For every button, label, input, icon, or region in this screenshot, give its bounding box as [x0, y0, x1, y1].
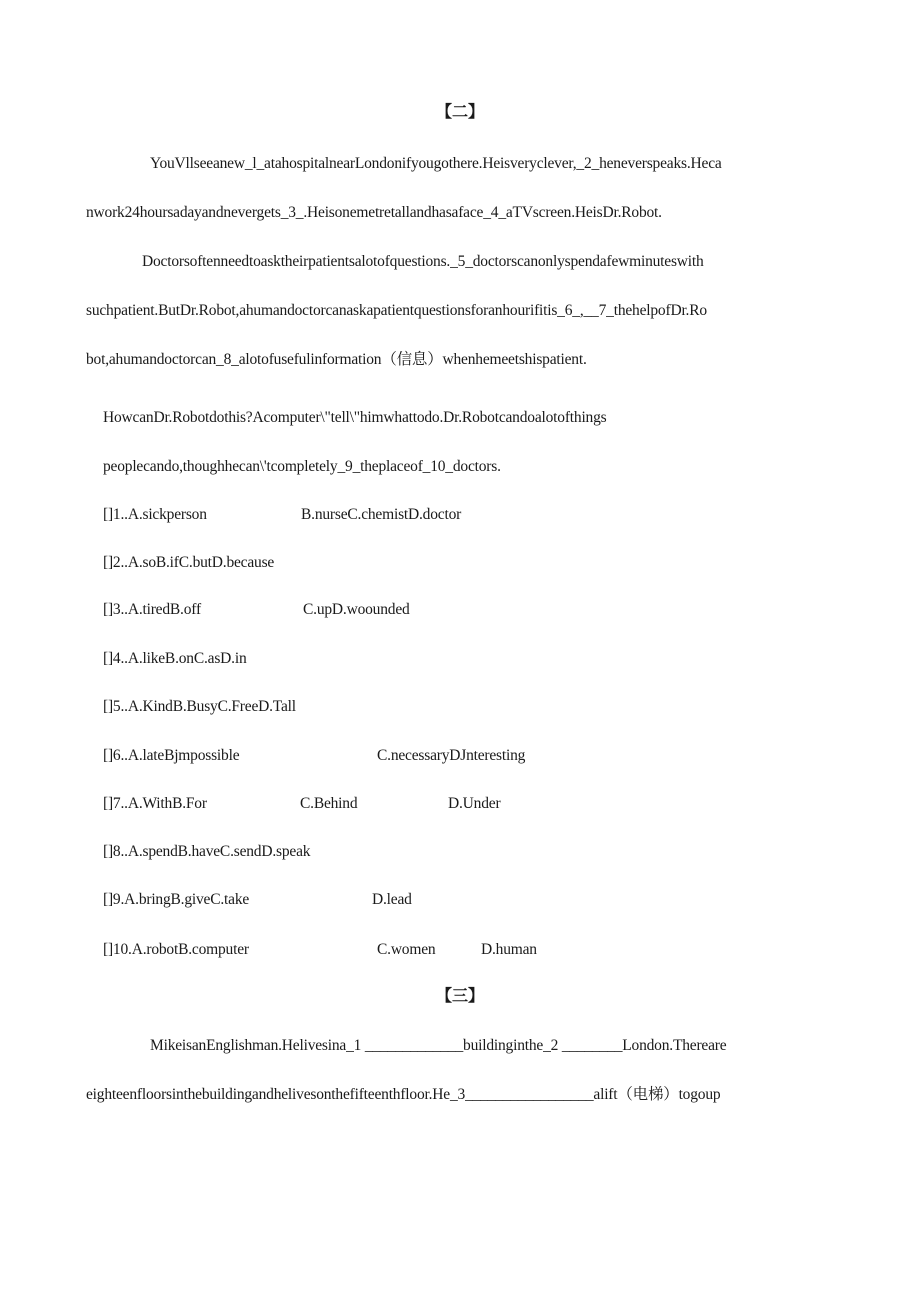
passage-line: nwork24hoursadayandnevergets_3_.Heisonemetretallandhasaface_4_aTVscreen.HeisDr.Robot. — [86, 204, 662, 221]
question-options: B.nurseC.chemistD.doctor — [301, 506, 462, 523]
question-text: []9.A.bringB.giveC.take — [103, 891, 250, 908]
passage-line: MikeisanEnglishman.Helivesina_1 _____________buildinginthe_2 ________London.Thereare — [150, 1037, 727, 1054]
question-text: []7..A.WithB.For — [103, 795, 207, 812]
passage-line: YouVllseeanew_l_atahospitalnearLondonifyougothere.Heisveryclever,_2_heneverspeaks.Heca — [150, 155, 722, 172]
question-text: []2..A.soB.ifC.butD.because — [103, 554, 275, 571]
section-3-heading: 【三】 — [435, 988, 484, 1005]
question-options: C.Behind — [300, 795, 358, 812]
section-2-heading: 【二】 — [435, 104, 484, 121]
passage-line: Doctorsoftenneedtoasktheirpatientsalotofquestions._5_doctorscanonlyspendafewminuteswith — [142, 253, 704, 270]
question-options: D.lead — [372, 891, 412, 908]
question-text: []4..A.likeB.onC.asD.in — [103, 650, 247, 667]
question-text: []8..A.spendB.haveC.sendD.speak — [103, 843, 311, 860]
question-text: []6..A.lateBjmpossible — [103, 747, 240, 764]
passage-line: suchpatient.ButDr.Robot,ahumandoctorcanaskapatientquestionsforanhourifitis_6_,__7_thehelpofDr.Ro — [86, 302, 707, 319]
question-options: D.human — [481, 941, 537, 958]
question-text: []3..A.tiredB.off — [103, 601, 201, 618]
question-options: C.women — [377, 941, 436, 958]
question-text: []5..A.KindB.BusyC.FreeD.Tall — [103, 698, 296, 715]
question-options: C.necessaryDJnteresting — [377, 747, 526, 764]
passage-line: HowcanDr.Robotdothis?Acomputer\"tell\"himwhattodo.Dr.Robotcandoalotofthings — [103, 409, 607, 426]
question-text: []10.A.robotB.computer — [103, 941, 249, 958]
passage-line: bot,ahumandoctorcan_8_alotofusefulinformation（信息）whenhemeetshispatient. — [86, 351, 587, 368]
passage-line: eighteenfloorsinthebuildingandhelivesonthefifteenthfloor.He_3_________________alift（电梯）togoup — [86, 1086, 721, 1103]
question-text: []1..A.sickperson — [103, 506, 207, 523]
question-options: D.Under — [448, 795, 501, 812]
question-options: C.upD.woounded — [303, 601, 410, 618]
passage-line: peoplecando,thoughhecan\'tcompletely_9_theplaceof_10_doctors. — [103, 458, 501, 475]
